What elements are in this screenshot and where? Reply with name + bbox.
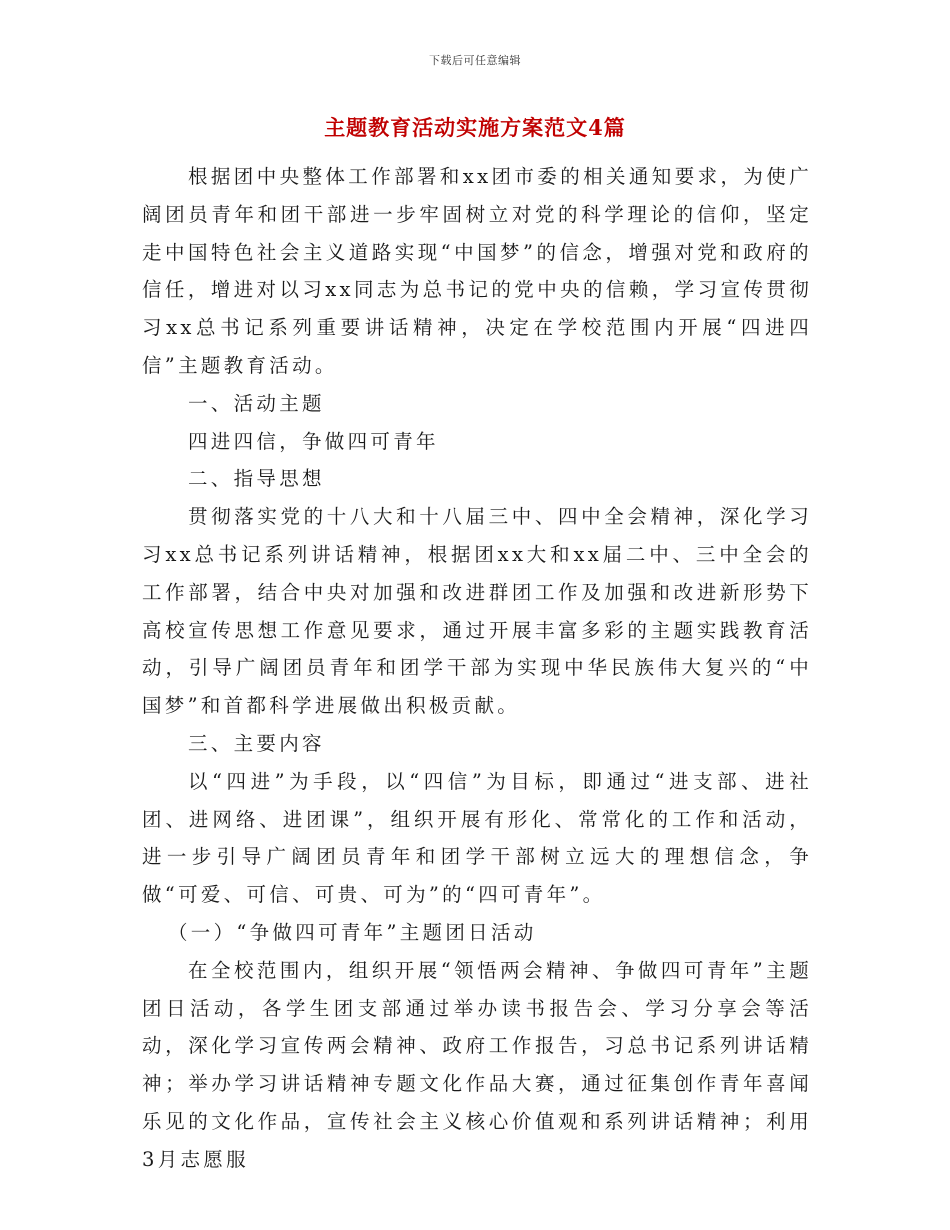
section-heading-main-content: 三、主要内容 <box>188 731 325 755</box>
document-body <box>142 158 812 1179</box>
subsection-heading-1: （一）“争做四可青年”主题团日活动 <box>168 920 537 944</box>
header-note: 下载后可任意编辑 <box>429 54 521 67</box>
section-heading-theme: 一、活动主题 <box>188 391 325 415</box>
main-content-paragraph: 以“四进”为手段，以“四信”为目标，即通过“进支部、进社团、进网络、进团课”，组织开展有形化、常常化的工作和活动，进一步引导广阔团员青年和团学干部树立远大的理想信念，争做“可爱、可信、可贵、可为”的“四可青年”。 <box>142 769 812 907</box>
subsection-1-paragraph: 在全校范围内，组织开展“领悟两会精神、争做四可青年”主题团日活动，各学生团支部通过举办读书报告会、学习分享会等活动，深化学习宣传两会精神、政府工作报告，习总书记系列讲话精神；举办学习讲话精神专题文化作品大赛，通过征集创作青年喜闻乐见的文化作品，宣传社会主义核心价值观和系列讲话精神；利用3月志愿服 <box>142 958 812 1171</box>
guiding-thought-paragraph: 贯彻落实党的十八大和十八届三中、四中全会精神，深化学习习xx总书记系列讲话精神，根据团xx大和xx届二中、三中全会的工作部署，结合中央对加强和改进群团工作及加强和改进新形势下高校宣传思想工作意见要求，通过开展丰富多彩的主题实践教育活动，引导广阔团员青年和团学干部为实现中华民族伟大复兴的“中国梦”和首都科学进展做出积极贡献。 <box>142 505 812 718</box>
document-title: 主题教育活动实施方案范文4篇 <box>324 115 626 140</box>
intro-paragraph: 根据团中央整体工作部署和xx团市委的相关通知要求，为使广阔团员青年和团干部进一步牢固树立对党的科学理论的信仰，坚定走中国特色社会主义道路实现“中国梦”的信念，增强对党和政府的信任，增进对以习xx同志为总书记的党中央的信赖，学习宣传贯彻习xx总书记系列重要讲话精神，决定在学校范围内开展“四进四信”主题教育活动。 <box>142 165 812 377</box>
section-heading-guiding-thought: 二、指导思想 <box>188 467 325 491</box>
theme-text: 四进四信，争做四可青年 <box>188 429 439 453</box>
